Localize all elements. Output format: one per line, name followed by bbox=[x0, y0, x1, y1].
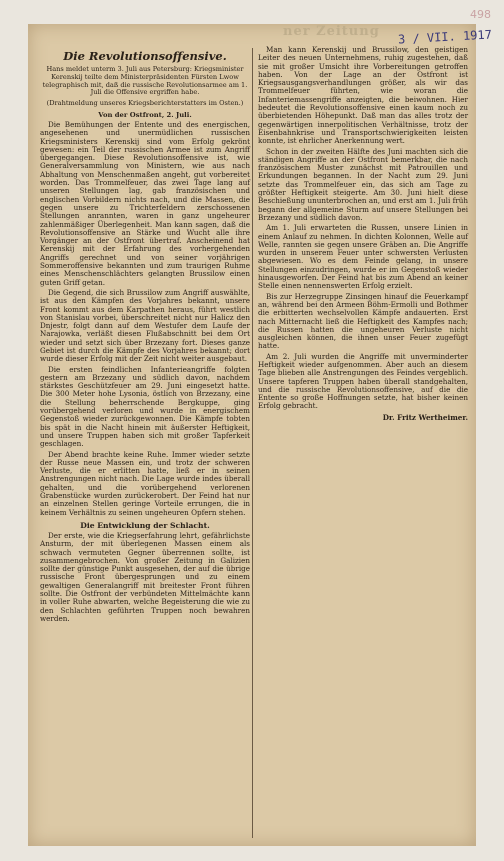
paragraph: Schon in der zweiten Hälfte des Juni machten sich die ständigen Angriffe an der Ostfront bemerkbar, die nach französischem Muster zunächst mit Patrouillen und Erkundungen begannen. In der Nacht zum 29. Juni setzte das Trommelfeuer ein, das sich am Tage zu größter Heftigkeit steigerte. Am 30. Juni hielt diese Beschießung ununterbrochen an, und erst am 1. Juli früh begann der allgemeine Sturm auf unsere Stellungen bei Brzezany und südlich davon. bbox=[258, 146, 468, 222]
author-signature: Dr. Fritz Wertheimer. bbox=[382, 412, 468, 422]
paragraph: Der erste, wie die Kriegserfahrung lehrt, gefährlichste Ansturm, der mit überlegenen Massen einem als schwach vermuteten Gegner überrennen sollte, ist zusammengebrochen. Von großer Zeitung in Galizien sollte der günstige Punkt ausgesehen, der auf die übrige russische Front übergesprungen und zu einem gewaltigen Generalangriff mit breitester Front führen sollte. Die Ostfront der verbündeten Mittelmächte kann in voller Ruhe abwarten, welche Begeisterung die wie zu den Schlachten geführten Truppen noch bewahren werden. bbox=[40, 530, 250, 623]
left-column bbox=[40, 46, 250, 841]
paragraph: Bis zur Herzegruppe Zinsingen hinauf die Feuerkampf an, während bei den Armeen Böhm-Ermolli und Bothmer die erbitterten wechselvollen Kämpfe andauerten. Erst nach Mitternacht ließ die Heftigkeit des Kampfes nach; die Russen hatten die ungeheuren Verluste nicht ausgleichen können, die ihnen unser Feuer zugefügt hatte. bbox=[258, 291, 468, 351]
newspaper-clipping bbox=[28, 24, 493, 846]
paragraph: Die Gegend, die sich Brussilow zum Angriff auswählte, ist aus den Kämpfen des Vorjahres bekannt, unsere Front kommt aus dem Karpathen heraus, führt westlich von Stanislau vorbei, überschreitet nicht nur Halicz den Dnjestr, folgt dann auf dem Westufer dem Laufe der Narajowka, verläßt diesen Flußabschnitt bei dem Ort wieder und setzt sich über Brzezany fort. Dieses ganze Gebiet ist durch die Kämpfe des Vorjahres bekannt; dort wurde dieser Erfolg mit der Zeit nicht weiter ausgebaut. bbox=[40, 287, 250, 364]
column-divider bbox=[252, 48, 253, 838]
paragraph: Am 2. Juli wurden die Angriffe mit unverminderter Heftigkeit wieder aufgenommen. Aber auch an diesem Tage blieben alle Anstrengungen des Feindes vergeblich. Unsere tapferen Truppen haben überall standgehalten, und die russische Revolutionsoffensive, auf die die Entente so große Hoffnungen setzte, hat bisher keinen Erfolg gebracht. bbox=[258, 351, 468, 411]
paragraph: Der Abend brachte keine Ruhe. Immer wieder setzte der Russe neue Massen ein, und trotz der schweren Verluste, die er erlitten hatte, ließ er in seinen Anstrengungen nicht nach. Die Lage wurde indes überall gehalten, und die vorübergehend verlorenen Grabenstücke wurden zurückerobert. Der Feind hat nur an einzelnen Stellen geringe Vorteile errungen, die in keinem Verhältnis zu seinen ungeheuren Opfern stehen. bbox=[40, 449, 250, 517]
right-column bbox=[258, 46, 468, 841]
article-dateline: Von der Ostfront, 2. Juli. bbox=[98, 110, 192, 119]
article-headline: Die Revolutionsoffensive. bbox=[63, 49, 227, 63]
section-subhead: Die Entwicklung der Schlacht. bbox=[80, 520, 210, 530]
paragraph: Die ersten feindlichen Infanterieangriffe folgten gestern am Brzezany und südlich davon, nachdem stärkstes Geschützfeuer am 29. Juni eingesetzt hatte. Die 300 Meter hohe Lysonia, östlich von Brzezany, eine die Stellung beherrschende Bergkuppe, ging vorübergehend verloren und wurde in energischem Gegenstoß wieder zurückgewonnen. Die Kämpfe tobten bis spät in die Nacht hinein mit äußerster Heftigkeit, und unsere Truppen haben sich mit großer Tapferkeit geschlagen. bbox=[40, 364, 250, 449]
article-intro: Hans meldet unterm 3. Juli aus Petersburg: Kriegsminister Kerenskij teilte dem Ministerpräsidenten Fürsten Lwow telegraphisch mit, daß die russische Revolutionsarmee am 1. Juli die Offensive ergriffen habe. bbox=[42, 65, 248, 97]
paragraph: Man kann Kerenskij und Brussilow, den geistigen Leiter des neuen Unternehmens, ruhig zugestehen, daß sie mit großer Umsicht ihre Vorbereitungen getroffen haben. Von der Lage an der Ostfront ist Kriegsausgangsverhandlungen größer, als wir das Trommelfeuer führten, wie woran die Infanteriemassengriffe anzeigten, die beiwohnen. Hier bedeutet die Revolutionsoffensive einen kaum noch zu überbietenden Höhepunkt. Daß man das alles trotz der gegenwärtigen innerpolitischen Verhältnisse, trotz der Eisenbahnkrise und Transportschwierigkeiten leisten konnte, ist ehrlicher Anerkennung wert. bbox=[258, 45, 468, 146]
paragraph: Am 1. Juli erwarteten die Russen, unsere Linien in einem Anlauf zu nehmen. In dichten Kolonnen, Welle auf Welle, rannten sie gegen unsere Gräben an. Die Angriffe wurden in unserem Feuer unter schwersten Verlusten abgewiesen. Wo es dem Feinde gelang, in unsere Stellungen einzudringen, wurde er im Gegenstoß wieder hinausgeworfen. Der Feind hat bis zum Abend an keiner Stelle einen nennenswerten Erfolg erzielt. bbox=[258, 223, 468, 291]
paragraph: Die Bemühungen der Entente und des energischen, angesehenen und unermüdlichen russischen Kriegsministers Kerenskij sind vom Erfolg gekrönt gewesen: ein Teil der russischen Armee ist zum Angriff übergegangen. Diese Revolutionsoffensive ist, wie Generalversammlung von Ministern, wie aus nach Abhaltung von Menschenmaßen angeht, gut vorbereitet worden. Das Trommelfeuer, das zwei Tage lang auf unseren Stellungen lag, gab französischen und englischen Vorbildern nichts nach, und die Massen, die gegen unsere zu Trichterfeldern zerschossenen Stellungen anrannten, waren in ganz ungeheurer zahlenmäßiger Überlegenheit. Man kann sagen, daß die Revolutionsoffensive an Stärke und Wucht alle ihre Vorgänger an der Ostfront übertraf. Anscheinend hat Kerenskij mit der Erfahrung des vorhergehenden Angriffs gerechnet und von seiner vorjährigen Sommeroffensive bekannten und zum traurigen Ruhme eines Menschenschlächters gelangten Brussilow einen guten Griff getan. bbox=[40, 119, 250, 287]
article-source: (Drahtmeldung unseres Kriegsberichterstatters im Osten.) bbox=[46, 99, 244, 108]
masthead: ner Zeitung bbox=[283, 24, 380, 39]
handwritten-date: 3 / VII. 1917 bbox=[397, 27, 493, 47]
archive-number: 498 bbox=[470, 8, 491, 21]
